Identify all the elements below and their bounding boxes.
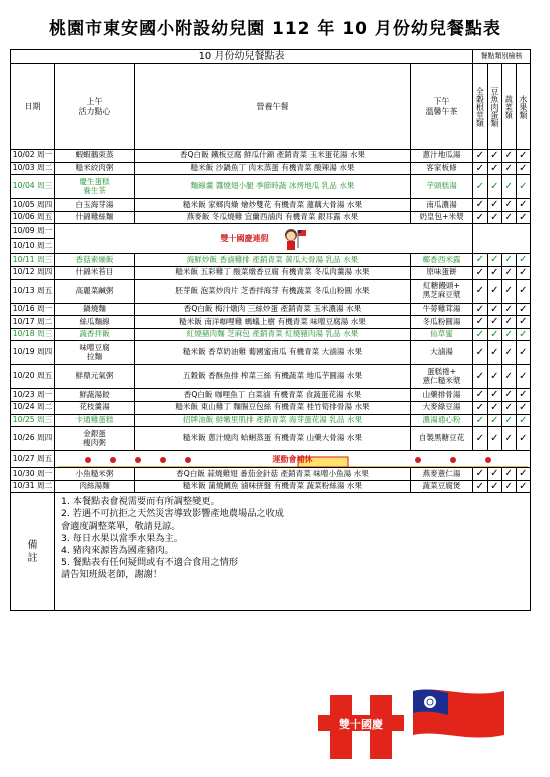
note-line: 會適度調整菜單，敬請見諒。 bbox=[61, 520, 181, 532]
menu-table bbox=[10, 49, 531, 611]
check-mark: ✓ bbox=[516, 341, 531, 365]
pm-snack-cell: 冬瓜粉圓湯 bbox=[411, 316, 473, 329]
date-cell: 10/11 周三 bbox=[11, 254, 55, 267]
pm-snack-cell: 牛蒡雞茸湯 bbox=[411, 303, 473, 316]
table-row bbox=[11, 401, 531, 414]
check-mark: ✓ bbox=[502, 254, 517, 267]
check-mark: ✓ bbox=[473, 266, 488, 279]
lunch-cell: 燕麥飯 冬瓜燒雞 宜蘭西滷肉 有機青菜 銀耳露 水果 bbox=[135, 211, 411, 224]
check-mark: ✓ bbox=[516, 279, 531, 303]
check-mark: ✓ bbox=[487, 303, 502, 316]
check-mark: ✓ bbox=[473, 480, 488, 493]
check-mark: ✓ bbox=[487, 211, 502, 224]
am-snack-cell: 香菇素燥飯 bbox=[55, 254, 135, 267]
lunch-cell: 五穀飯 香酥魚排 榨菜三絲 有機蔬菜 地瓜芋圓湯 水果 bbox=[135, 365, 411, 389]
check-mark: ✓ bbox=[516, 468, 531, 481]
check-mark: ✓ bbox=[487, 316, 502, 329]
check-mark: ✓ bbox=[502, 341, 517, 365]
date-cell: 10/05 周四 bbox=[11, 199, 55, 212]
am-snack-cell: 慶生蛋糕 養生茶 bbox=[55, 175, 135, 199]
check-mark: ✓ bbox=[473, 175, 488, 199]
date-cell: 10/10 周二 bbox=[11, 239, 55, 254]
check-mark: ✓ bbox=[502, 389, 517, 402]
check-mark: ✓ bbox=[487, 427, 502, 451]
page-title: 桃園市東安國小附設幼兒園 112 年 10 月份幼兒餐點表 bbox=[49, 19, 501, 39]
check-mark: ✓ bbox=[516, 389, 531, 402]
check-mark: ✓ bbox=[516, 427, 531, 451]
check-mark: ✓ bbox=[487, 150, 502, 163]
holiday-label: 雙十國慶連假 bbox=[220, 233, 269, 243]
check-mark: ✓ bbox=[502, 279, 517, 303]
check-mark: ✓ bbox=[487, 480, 502, 493]
check-mark: ✓ bbox=[473, 468, 488, 481]
check-mark: ✓ bbox=[502, 328, 517, 341]
check-mark: ✓ bbox=[487, 162, 502, 175]
flag-icon bbox=[413, 689, 504, 737]
lunch-cell: 糙米飯 東山雞丁 麵腸豆包絲 有機青菜 桂竹筍排骨湯 水果 bbox=[135, 401, 411, 414]
table-row bbox=[11, 414, 531, 427]
check-mark: ✓ bbox=[516, 254, 531, 267]
date-cell: 10/06 周五 bbox=[11, 211, 55, 224]
check-mark: ✓ bbox=[502, 401, 517, 414]
check-mark: ✓ bbox=[502, 414, 517, 427]
pm-snack-cell: 奶皇包+米漿 bbox=[411, 211, 473, 224]
date-cell: 10/04 周三 bbox=[11, 175, 55, 199]
check-mark: ✓ bbox=[516, 316, 531, 329]
am-snack-cell: 白玉海芽湯 bbox=[55, 199, 135, 212]
pm-snack-cell: 客家板條 bbox=[411, 162, 473, 175]
am-snack-header: 上午 活力點心 bbox=[55, 64, 135, 150]
am-snack-cell: 高麗菜鹹粥 bbox=[55, 279, 135, 303]
note-line: 1. 本餐點表會視需要而有所調整變更。 bbox=[61, 496, 220, 508]
lunch-header: 營養午餐 bbox=[135, 64, 411, 150]
date-cell: 10/02 周一 bbox=[11, 150, 55, 163]
category-vegetable: 蔬菜類 bbox=[502, 64, 517, 150]
sports-day-cell bbox=[55, 451, 531, 468]
check-mark: ✓ bbox=[502, 211, 517, 224]
pm-snack-cell: 大麥綠豆湯 bbox=[411, 401, 473, 414]
pm-snack-header: 下午 溫馨午茶 bbox=[411, 64, 473, 150]
table-row bbox=[11, 175, 531, 199]
lunch-cell: 糙米飯 家鄉肉燥 燴炒雙花 有機青菜 蓮藕大骨湯 水果 bbox=[135, 199, 411, 212]
notes-label: 備 註 bbox=[11, 493, 55, 611]
check-mark: ✓ bbox=[473, 389, 488, 402]
pm-snack-cell: 蛋糕捲+ 薏仁糙米漿 bbox=[411, 365, 473, 389]
lunch-cell: 糙米飯 南洋咖哩雞 螞蟻上樹 有機青菜 味噌豆腐湯 水果 bbox=[135, 316, 411, 329]
table-row bbox=[11, 427, 531, 451]
pm-snack-cell: 原味蛋餅 bbox=[411, 266, 473, 279]
check-mark: ✓ bbox=[502, 427, 517, 451]
check-mark: ✓ bbox=[473, 365, 488, 389]
category-grain: 全穀根莖類 bbox=[473, 64, 488, 150]
table-row bbox=[11, 316, 531, 329]
am-snack-cell: 糙米絞肉粥 bbox=[55, 162, 135, 175]
check-mark: ✓ bbox=[502, 175, 517, 199]
check-mark: ✓ bbox=[487, 254, 502, 267]
table-row bbox=[11, 480, 531, 493]
check-mark: ✓ bbox=[516, 401, 531, 414]
lunch-cell: 招牌油飯 鮮嫩里肌排 產銷青菜 海芽蛋花湯 乳品 水果 bbox=[135, 414, 411, 427]
check-mark: ✓ bbox=[487, 279, 502, 303]
check-mark: ✓ bbox=[473, 199, 488, 212]
pm-snack-cell: 自製黑糖豆花 bbox=[411, 427, 473, 451]
date-cell: 10/20 周五 bbox=[11, 365, 55, 389]
am-snack-cell: 鍋燒麵 bbox=[55, 303, 135, 316]
note-line: 3. 每日水果以當季水果為主。 bbox=[61, 532, 183, 544]
banner-text: 雙十國慶 bbox=[339, 718, 383, 731]
pm-snack-cell: 南瓜濃湯 bbox=[411, 199, 473, 212]
check-mark: ✓ bbox=[516, 150, 531, 163]
note-line: 請告知班級老師，謝謝！ bbox=[61, 569, 163, 581]
am-snack-cell: 什錦米苔目 bbox=[55, 266, 135, 279]
am-snack-cell: 金銀蛋 瘦肉粥 bbox=[55, 427, 135, 451]
check-mark: ✓ bbox=[487, 468, 502, 481]
date-cell: 10/12 周四 bbox=[11, 266, 55, 279]
check-mark: ✓ bbox=[487, 365, 502, 389]
pm-snack-cell: 大滷湯 bbox=[411, 341, 473, 365]
am-snack-cell: 絲瓜麵線 bbox=[55, 316, 135, 329]
pm-snack-cell: 紅糖饅頭+ 黑芝麻豆漿 bbox=[411, 279, 473, 303]
check-mark: ✓ bbox=[487, 266, 502, 279]
am-snack-cell: 卡通雞蛋糕 bbox=[55, 414, 135, 427]
note-line: 5. 餐點表有任何疑問或有不適合食用之情形 bbox=[61, 557, 239, 569]
check-mark: ✓ bbox=[473, 211, 488, 224]
pm-snack-cell: 蔥汁地瓜湯 bbox=[411, 150, 473, 163]
empty-check-cell bbox=[473, 224, 531, 254]
date-cell: 10/19 周四 bbox=[11, 341, 55, 365]
date-cell: 10/09 周一 bbox=[11, 224, 55, 239]
table-row bbox=[11, 389, 531, 402]
check-mark: ✓ bbox=[502, 365, 517, 389]
category-protein: 豆魚肉蛋類 bbox=[487, 64, 502, 150]
check-mark: ✓ bbox=[516, 175, 531, 199]
check-mark: ✓ bbox=[516, 303, 531, 316]
lunch-cell: 香Q白飯 蒜燒雞翅 番茄金針菇 產銷青菜 味噌小魚湯 水果 bbox=[135, 468, 411, 481]
date-cell: 10/18 周三 bbox=[11, 328, 55, 341]
holiday-cell bbox=[55, 224, 473, 254]
check-mark: ✓ bbox=[516, 365, 531, 389]
table-row bbox=[11, 211, 531, 224]
table-row bbox=[11, 341, 531, 365]
table-row bbox=[11, 328, 531, 341]
check-mark: ✓ bbox=[487, 199, 502, 212]
am-snack-cell: 味噌豆腐 拉麵 bbox=[55, 341, 135, 365]
pm-snack-cell: 蔬菜豆腐煲 bbox=[411, 480, 473, 493]
am-snack-cell: 蝦蝦鵝束蒸 bbox=[55, 150, 135, 163]
lunch-cell: 麵線羹 醬燒翅小腿 季節時蔬 冰烤地瓜 乳品 水果 bbox=[135, 175, 411, 199]
check-mark: ✓ bbox=[516, 211, 531, 224]
am-snack-cell: 小魚糙米粥 bbox=[55, 468, 135, 481]
table-row bbox=[11, 279, 531, 303]
date-cell: 10/25 周三 bbox=[11, 414, 55, 427]
check-mark: ✓ bbox=[473, 316, 488, 329]
pm-snack-cell: 仙草蜜 bbox=[411, 328, 473, 341]
date-header: 日期 bbox=[11, 64, 55, 150]
check-mark: ✓ bbox=[487, 401, 502, 414]
check-mark: ✓ bbox=[516, 414, 531, 427]
check-mark: ✓ bbox=[487, 414, 502, 427]
check-mark: ✓ bbox=[502, 150, 517, 163]
date-cell: 10/27 周五 bbox=[11, 451, 55, 468]
category-check-title: 餐點類別檢核 bbox=[473, 50, 531, 64]
check-mark: ✓ bbox=[473, 150, 488, 163]
check-mark: ✓ bbox=[516, 162, 531, 175]
check-mark: ✓ bbox=[473, 303, 488, 316]
am-snack-cell: 鮮鼎元氣粥 bbox=[55, 365, 135, 389]
category-fruit: 水果類 bbox=[516, 64, 531, 150]
menu-table-title: 10 月份幼兒餐點表 bbox=[11, 50, 473, 64]
pm-snack-cell: 燕麥薏仁湯 bbox=[411, 468, 473, 481]
lunch-cell: 糙米飯 五彩雞丁 酸菜燉香豆腐 有機青菜 冬瓜肉羹湯 水果 bbox=[135, 266, 411, 279]
date-cell: 10/31 周二 bbox=[11, 480, 55, 493]
table-row bbox=[11, 150, 531, 163]
am-snack-cell: 肉絲湯麵 bbox=[55, 480, 135, 493]
check-mark: ✓ bbox=[473, 254, 488, 267]
lunch-cell: 香Q白飯 鐵板豆腐 鮮瓜什錦 產銷青菜 玉米蛋花湯 水果 bbox=[135, 150, 411, 163]
check-mark: ✓ bbox=[473, 328, 488, 341]
lunch-cell: 香Q白飯 咖哩魚丁 白菜滷 有機青菜 食蔬蛋花湯 水果 bbox=[135, 389, 411, 402]
lunch-cell: 糙米飯 蔥汁燒肉 蛤蜊蒸蛋 有機青菜 山藥大骨湯 水果 bbox=[135, 427, 411, 451]
check-mark: ✓ bbox=[502, 303, 517, 316]
date-cell: 10/16 周一 bbox=[11, 303, 55, 316]
check-mark: ✓ bbox=[487, 328, 502, 341]
table-row bbox=[11, 266, 531, 279]
note-line: 2. 若遇不可抗拒之天然災害導致影響產地農場品之收成 bbox=[61, 508, 284, 520]
check-mark: ✓ bbox=[487, 175, 502, 199]
check-mark: ✓ bbox=[502, 199, 517, 212]
pm-snack-cell: 椰香西米露 bbox=[411, 254, 473, 267]
kid-with-flag-icon bbox=[279, 226, 307, 252]
table-row bbox=[11, 468, 531, 481]
pm-snack-cell: 山藥排骨湯 bbox=[411, 389, 473, 402]
check-mark: ✓ bbox=[502, 316, 517, 329]
lunch-cell: 糙米飯 香草奶油雞 葡國蜜南瓜 有機青菜 大滷湯 水果 bbox=[135, 341, 411, 365]
check-mark: ✓ bbox=[487, 389, 502, 402]
notes-content bbox=[55, 493, 531, 611]
sports-day-label: 運動會補休 bbox=[272, 454, 313, 464]
table-row bbox=[11, 254, 531, 267]
check-mark: ✓ bbox=[473, 427, 488, 451]
date-cell: 10/24 周二 bbox=[11, 401, 55, 414]
table-row bbox=[11, 451, 531, 468]
table-row bbox=[11, 224, 531, 239]
check-mark: ✓ bbox=[516, 266, 531, 279]
table-row bbox=[11, 162, 531, 175]
check-mark: ✓ bbox=[487, 341, 502, 365]
check-mark: ✓ bbox=[502, 480, 517, 493]
table-row bbox=[11, 303, 531, 316]
check-mark: ✓ bbox=[473, 162, 488, 175]
date-cell: 10/23 周一 bbox=[11, 389, 55, 402]
check-mark: ✓ bbox=[502, 162, 517, 175]
table-row bbox=[11, 365, 531, 389]
lunch-cell: 海鮮炒飯 香滷雞排 產銷青菜 黃瓜大骨湯 乳品 水果 bbox=[135, 254, 411, 267]
check-mark: ✓ bbox=[473, 341, 488, 365]
am-snack-cell: 花枝羹湯 bbox=[55, 401, 135, 414]
pm-snack-cell: 濃湯通心粉 bbox=[411, 414, 473, 427]
check-mark: ✓ bbox=[502, 266, 517, 279]
date-cell: 10/13 周五 bbox=[11, 279, 55, 303]
date-cell: 10/30 周一 bbox=[11, 468, 55, 481]
check-mark: ✓ bbox=[516, 199, 531, 212]
table-row bbox=[11, 199, 531, 212]
am-snack-cell: 鮮蔬湯餃 bbox=[55, 389, 135, 402]
check-mark: ✓ bbox=[473, 414, 488, 427]
lunch-cell: 紅燒豬肉麵 芝麻包 產銷青菜 紅燒豬肉湯 乳品 水果 bbox=[135, 328, 411, 341]
lunch-cell: 糙米飯 蒲燒鯛魚 滷味拼盤 有機青菜 蔬菜粉絲湯 水果 bbox=[135, 480, 411, 493]
check-mark: ✓ bbox=[516, 480, 531, 493]
check-mark: ✓ bbox=[502, 468, 517, 481]
lunch-cell: 糙米飯 沙鍋魚丁 肉末蒸蛋 有機青菜 酸辣湯 水果 bbox=[135, 162, 411, 175]
date-cell: 10/26 周四 bbox=[11, 427, 55, 451]
am-snack-cell: 蔬香拌飯 bbox=[55, 328, 135, 341]
date-cell: 10/03 周二 bbox=[11, 162, 55, 175]
pm-snack-cell: 芋頭糕湯 bbox=[411, 175, 473, 199]
check-mark: ✓ bbox=[473, 401, 488, 414]
lunch-cell: 香Q白飯 梅汁燉肉 三絲炒蛋 產銷青菜 玉米濃湯 水果 bbox=[135, 303, 411, 316]
am-snack-cell: 什錦雞絲麵 bbox=[55, 211, 135, 224]
national-day-banner bbox=[318, 685, 508, 765]
check-mark: ✓ bbox=[516, 328, 531, 341]
date-cell: 10/17 周二 bbox=[11, 316, 55, 329]
note-line: 4. 豬肉來源皆為國產豬肉。 bbox=[61, 544, 174, 556]
lunch-cell: 胚芽飯 泡菜炒肉片 芝香拌海芽 有機蔬菜 冬瓜山粉圓 水果 bbox=[135, 279, 411, 303]
check-mark: ✓ bbox=[473, 279, 488, 303]
